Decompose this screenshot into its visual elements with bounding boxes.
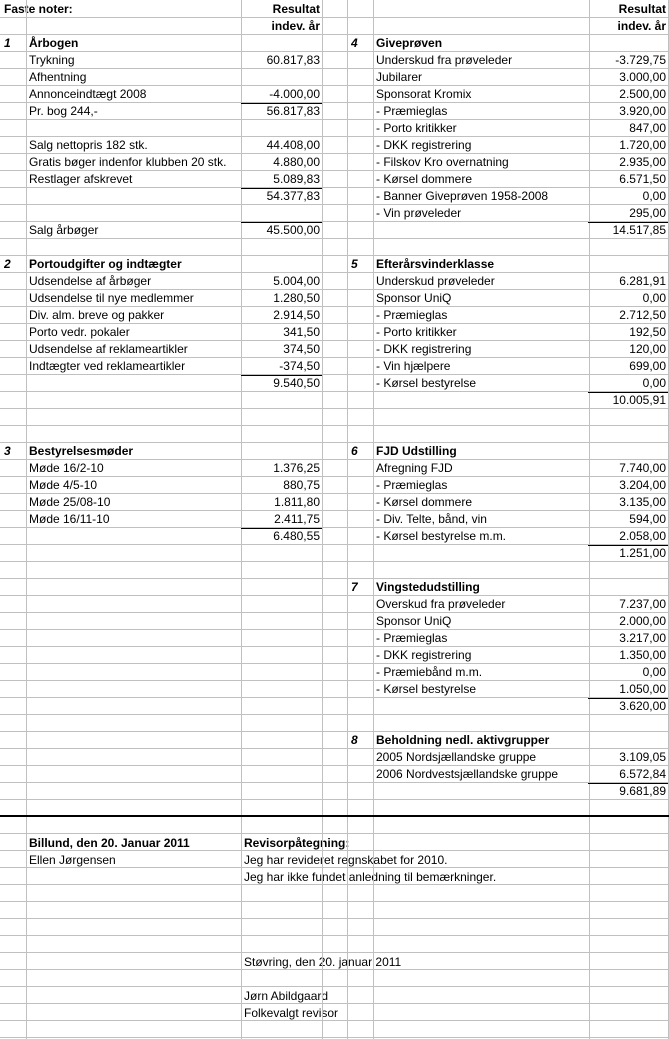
row-label: - Præmieglas xyxy=(376,308,448,322)
row-label: Sponsor UniQ xyxy=(376,291,452,305)
row-value: 0,00 xyxy=(642,189,666,203)
row-value: 2.935,00 xyxy=(619,155,666,169)
row-value: 120,00 xyxy=(629,342,666,356)
row-value: 1.720,00 xyxy=(619,138,666,152)
row-label: Annonceindtægt 2008 xyxy=(29,87,147,101)
row-label: - Præmieglas xyxy=(376,631,448,645)
section-number: 7 xyxy=(351,580,358,594)
row-value: 341,50 xyxy=(283,325,320,339)
grid-row-line xyxy=(0,918,669,919)
grid-row-line xyxy=(0,884,669,885)
row-label: - Vin prøveleder xyxy=(376,206,462,220)
row-value: 3.204,00 xyxy=(619,478,666,492)
row-label: Udsendelse til nye medlemmer xyxy=(29,291,194,305)
row-value: 6.572,84 xyxy=(619,767,666,781)
sum-underline xyxy=(588,392,668,393)
section-title: Årbogen xyxy=(29,36,79,50)
sheet-title: Faste noter: xyxy=(4,2,73,16)
row-value: 0,00 xyxy=(642,665,666,679)
row-value: 7.740,00 xyxy=(619,461,666,475)
auditor-heading: Revisorpåtegning: xyxy=(244,836,350,850)
grid-row-line xyxy=(0,833,669,834)
row-label: - Kørsel bestyrelse xyxy=(376,682,477,696)
row-value: 1.251,00 xyxy=(619,546,666,560)
row-label: Overskud fra prøveleder xyxy=(376,597,506,611)
row-value: 60.817,83 xyxy=(266,53,320,67)
row-value: 14.517,85 xyxy=(612,223,666,237)
row-value: 6.571,50 xyxy=(619,172,666,186)
row-label: Udsendelse af reklameartikler xyxy=(29,342,188,356)
sum-underline xyxy=(588,222,668,223)
grid-row-line xyxy=(0,850,669,851)
row-label: - DKK registrering xyxy=(376,342,472,356)
row-value: 54.377,83 xyxy=(266,189,320,203)
row-value: 847,00 xyxy=(629,121,666,135)
row-value: 3.000,00 xyxy=(619,70,666,84)
row-label: - Præmieglas xyxy=(376,478,448,492)
section-divider xyxy=(0,815,669,817)
row-value: 3.135,00 xyxy=(619,495,666,509)
row-label: Underskud prøveleder xyxy=(376,274,495,288)
grid-row-line xyxy=(0,1020,669,1021)
row-value: 0,00 xyxy=(642,291,666,305)
grid-row-line xyxy=(0,986,669,987)
result-header-right-2: indev. år xyxy=(617,19,666,33)
row-label: Møde 16/2-10 xyxy=(29,461,104,475)
section-number: 5 xyxy=(351,257,358,271)
row-value: 2.000,00 xyxy=(619,614,666,628)
row-value: 699,00 xyxy=(629,359,666,373)
signer-name: Ellen Jørgensen xyxy=(29,853,116,867)
result-header-left-2: indev. år xyxy=(271,19,320,33)
row-value: -3.729,75 xyxy=(615,53,666,67)
section-title: Bestyrelsesmøder xyxy=(29,444,134,458)
section-title: FJD Udstilling xyxy=(376,444,457,458)
row-label: Sponsor UniQ xyxy=(376,614,452,628)
row-label: - Banner Giveprøven 1958-2008 xyxy=(376,189,549,203)
row-label: - Kørsel dommere xyxy=(376,495,473,509)
row-value: 2.712,50 xyxy=(619,308,666,322)
row-value: 2.914,50 xyxy=(273,308,320,322)
row-value: 5.004,00 xyxy=(273,274,320,288)
section-number: 4 xyxy=(351,36,358,50)
place-date: Billund, den 20. Januar 2011 xyxy=(29,836,190,850)
sum-underline xyxy=(241,188,322,189)
row-value: 7.237,00 xyxy=(619,597,666,611)
row-value: 880,75 xyxy=(283,478,320,492)
section-number: 2 xyxy=(4,257,11,271)
row-value: 2.411,75 xyxy=(274,512,320,526)
section-number: 8 xyxy=(351,733,358,747)
grid-row-line xyxy=(0,952,669,953)
row-value: 3.217,00 xyxy=(619,631,666,645)
row-label: Jubilarer xyxy=(376,70,423,84)
grid-row-line xyxy=(0,714,669,715)
row-value: 1.280,50 xyxy=(273,291,320,305)
sum-underline xyxy=(588,545,668,546)
row-value: 45.500,00 xyxy=(266,223,320,237)
row-label: 2005 Nordsjællandske gruppe xyxy=(376,750,537,764)
section-title: Efterårsvinderklasse xyxy=(376,257,495,271)
grid-row-line xyxy=(0,935,669,936)
row-label: - Vin hjælpere xyxy=(376,359,451,373)
auditor-place-date: Støvring, den 20. januar 2011 xyxy=(244,955,402,969)
section-title: Beholdning nedl. aktivgrupper xyxy=(376,733,550,747)
row-value: 295,00 xyxy=(629,206,666,220)
row-label: Div. alm. breve og pakker xyxy=(29,308,165,322)
grid-row-line xyxy=(0,561,669,562)
grid-row-line xyxy=(0,17,669,18)
grid-row-line xyxy=(0,1003,669,1004)
row-value: 3.109,05 xyxy=(619,750,666,764)
row-value: 6.281,91 xyxy=(619,274,666,288)
result-header-left-1: Resultat xyxy=(272,2,320,16)
auditor-title: Folkevalgt revisor xyxy=(244,1006,339,1020)
row-value: 10.005,91 xyxy=(612,393,666,407)
row-value: 6.480,55 xyxy=(273,529,320,543)
row-label: 2006 Nordvestsjællandske gruppe xyxy=(376,767,559,781)
grid-row-line xyxy=(0,1037,669,1038)
row-label: - DKK registrering xyxy=(376,648,472,662)
row-label: Afregning FJD xyxy=(376,461,453,475)
auditor-name: Jørn Abildgaard xyxy=(244,989,329,1003)
row-value: 192,50 xyxy=(629,325,666,339)
row-label: Underskud fra prøveleder xyxy=(376,53,513,67)
row-value: 2.500,00 xyxy=(619,87,666,101)
sum-underline xyxy=(588,698,668,699)
row-label: - Præmieglas xyxy=(376,104,448,118)
audit-line-1: Jeg har revideret regnskabet for 2010. xyxy=(244,853,448,867)
row-label: - Div. Telte, bånd, vin xyxy=(376,512,487,526)
sum-underline xyxy=(241,222,322,223)
row-label: Gratis bøger indenfor klubben 20 stk. xyxy=(29,155,227,169)
section-number: 6 xyxy=(351,444,358,458)
row-label: Afhentning xyxy=(29,70,87,84)
section-number: 1 xyxy=(4,36,11,50)
row-value: 3.620,00 xyxy=(619,699,666,713)
row-label: Salg nettopris 182 stk. xyxy=(29,138,148,152)
row-value: 9.540,50 xyxy=(273,376,320,390)
grid-row-line xyxy=(0,901,669,902)
sum-underline xyxy=(241,375,322,376)
row-label: Pr. bog 244,- xyxy=(29,104,98,118)
sum-underline xyxy=(241,103,322,104)
row-value: 4.880,00 xyxy=(273,155,320,169)
sum-underline xyxy=(588,783,668,784)
row-label: - Porto kritikker xyxy=(376,325,457,339)
row-label: - Porto kritikker xyxy=(376,121,457,135)
row-value: 1.376,25 xyxy=(273,461,320,475)
row-label: Sponsorat Kromix xyxy=(376,87,472,101)
row-label: Møde 4/5-10 xyxy=(29,478,98,492)
row-value: 5.089,83 xyxy=(273,172,320,186)
row-value: -4.000,00 xyxy=(269,87,320,101)
row-label: Udsendelse af årbøger xyxy=(29,274,152,288)
row-value: 3.920,00 xyxy=(619,104,666,118)
grid-row-line xyxy=(0,867,669,868)
row-value: 2.058,00 xyxy=(619,529,666,543)
audit-line-2: Jeg har ikke fundet anledning til bemærkninger. xyxy=(244,870,497,884)
section-title: Vingstedudstilling xyxy=(376,580,480,594)
grid-row-line xyxy=(0,408,669,409)
row-label: - Kørsel dommere xyxy=(376,172,473,186)
section-title: Portoudgifter og indtægter xyxy=(29,257,182,271)
row-value: 0,00 xyxy=(642,376,666,390)
row-label: - Præmiebånd m.m. xyxy=(376,665,483,679)
grid-row-line xyxy=(0,799,669,800)
result-header-right-1: Resultat xyxy=(618,2,666,16)
row-value: 1.050,00 xyxy=(619,682,666,696)
row-value: 1.811,80 xyxy=(274,495,320,509)
section-number: 3 xyxy=(4,444,11,458)
row-value: 9.681,89 xyxy=(619,784,666,798)
row-label: - Filskov Kro overnatning xyxy=(376,155,509,169)
row-label: Møde 16/11-10 xyxy=(29,512,110,526)
row-value: -374,50 xyxy=(279,359,320,373)
row-label: Trykning xyxy=(29,53,75,67)
grid-row-line xyxy=(0,425,669,426)
row-value: 1.350,00 xyxy=(619,648,666,662)
row-label: Restlager afskrevet xyxy=(29,172,133,186)
row-label: - DKK registrering xyxy=(376,138,472,152)
sum-underline xyxy=(241,528,322,529)
row-label: - Kørsel bestyrelse xyxy=(376,376,477,390)
row-label: Porto vedr. pokaler xyxy=(29,325,130,339)
row-value: 594,00 xyxy=(629,512,666,526)
row-label: - Kørsel bestyrelse m.m. xyxy=(376,529,507,543)
row-value: 56.817,83 xyxy=(266,104,320,118)
row-value: 44.408,00 xyxy=(266,138,320,152)
section-title: Giveprøven xyxy=(376,36,443,50)
row-value: 374,50 xyxy=(283,342,320,356)
grid-row-line xyxy=(0,969,669,970)
row-label: Salg årbøger xyxy=(29,223,99,237)
row-label: Indtægter ved reklameartikler xyxy=(29,359,186,373)
row-label: Møde 25/08-10 xyxy=(29,495,111,509)
